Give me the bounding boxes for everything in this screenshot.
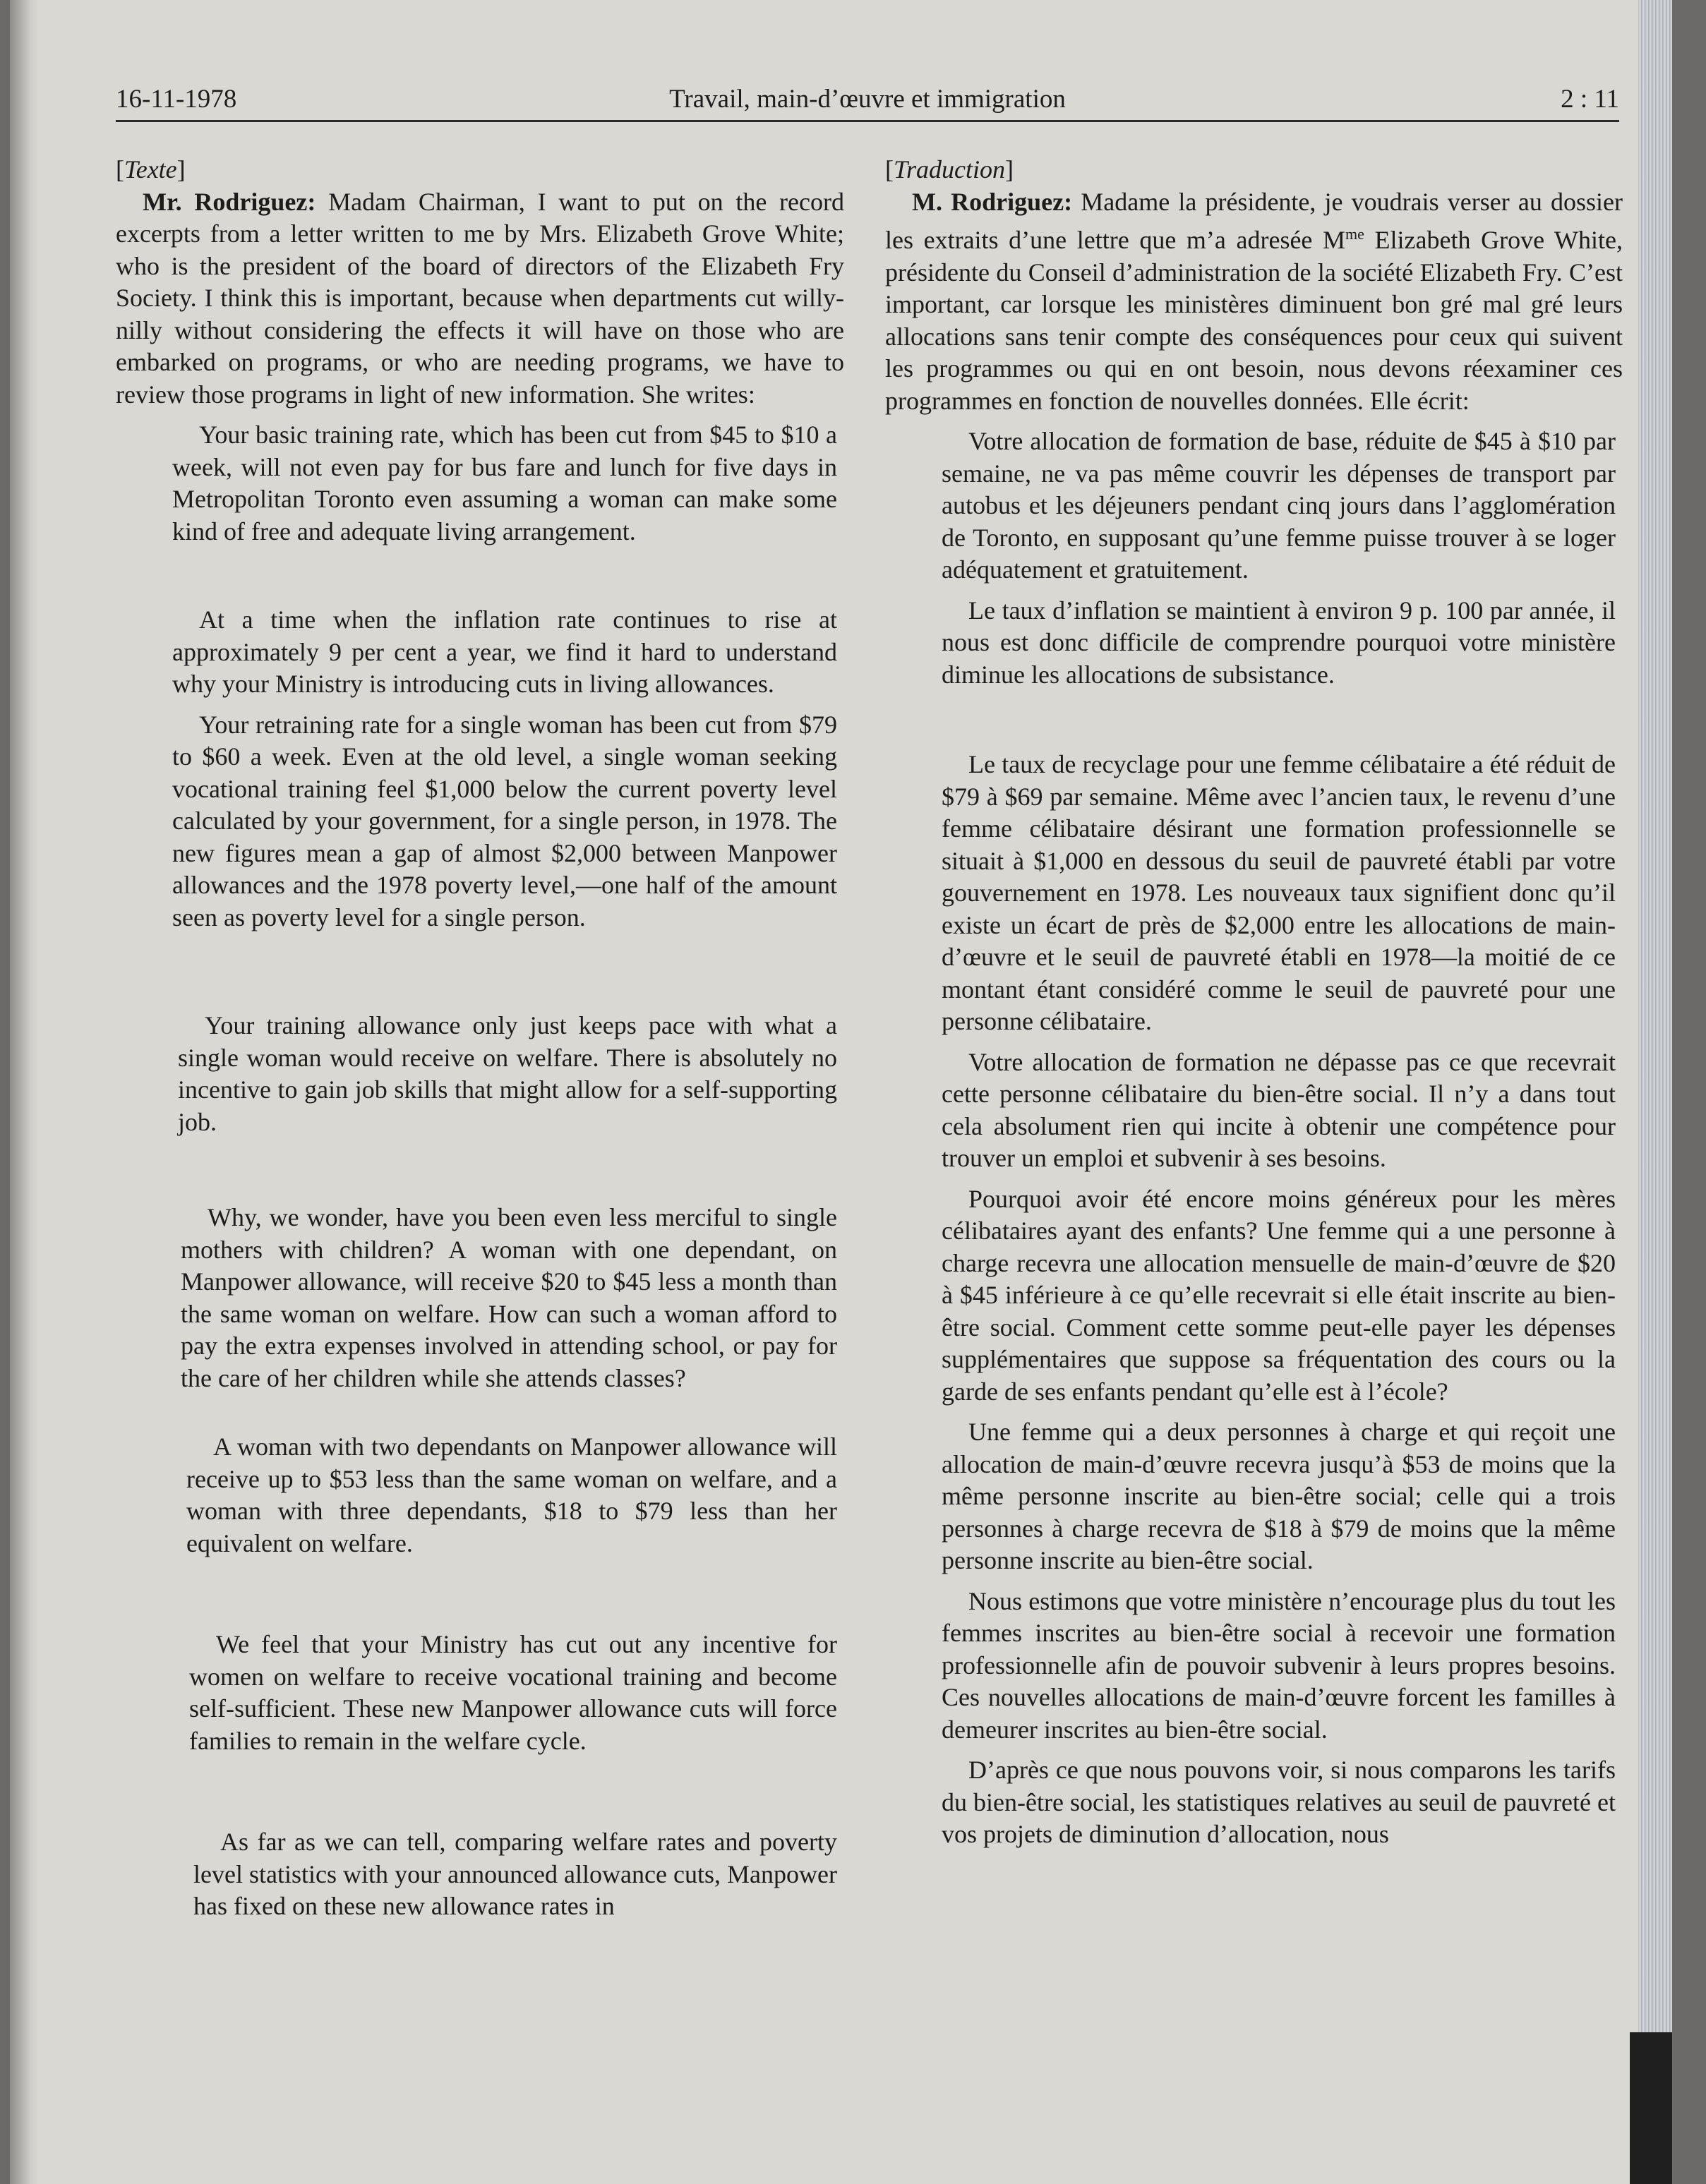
quote-paragraph: Your basic training rate, which has been cut from $45 to $10 a week, will not even pay for bus fare and lunch for five days in Metropolitan Toronto even assuming a woman can make some kind of free and adequate living arrangement. xyxy=(172,421,837,545)
binding-gutter xyxy=(10,0,40,2184)
intro-text: Madame la présidente, je voudrais verser au dossier les extraits d’une lettre que m’a adresée M xyxy=(885,187,1623,254)
quote-paragraph: Votre allocation de formation de base, réduite de $45 à $10 par semaine, ne va pas même couvrir les dépenses de transport par autobus et les déjeuners pendant cinq jours dans l’agglomération de Toronto, en supposant qu’une femme puisse trouver à se loger adéquatement et gratuitement. xyxy=(942,427,1616,584)
quote-paragraph: Votre allocation de formation ne dépasse pas ce que recevrait cette personne célibataire du bien-être social. Il n’y a dans tout cela absolument rien qui incite à obtenir une compétence pour trouver un emploi et subvenir à ses besoins. xyxy=(942,1047,1616,1172)
book-binding xyxy=(1630,2032,1672,2184)
speaker-name: Mr. Rodriguez: xyxy=(143,187,316,216)
page-edges xyxy=(1638,0,1672,2184)
quote-paragraph: Pourquoi avoir été encore moins généreux pour les mères célibataires ayant des enfants? Une femme qui a une personne à charge recevra une allocation mensuelle de main-d’œuvre de $20 à $45 inférieure à ce qu’elle recevrait si elle était inscrite au bien-être social. Comment cette somme peut-elle payer les dépenses supplémentaires que suppose sa fréquentation des cours ou la garde de ses enfants pendant qu’elle est à l’école? xyxy=(942,1184,1616,1406)
header-title: Travail, main-d’œuvre et immigration xyxy=(669,85,1066,114)
speaker-paragraph xyxy=(885,186,1623,418)
quote-paragraph: Your retraining rate for a single woman has been cut from $79 to $60 a week. Even at the old level, a single woman seeking vocational training feel $1,000 below the current poverty level calculated by your government, for a single person, in 1978. The new figures mean a gap of almost $2,000 between Manpower allowances and the 1978 poverty level,—one half of the amount seen as poverty level for a single person. xyxy=(172,710,837,931)
quote-paragraph: At a time when the inflation rate continues to rise at approximately 9 per cent a year, we find it hard to understand why your Ministry is introducing cuts in living allowances. xyxy=(172,605,837,698)
quote-paragraph: Nous estimons que votre ministère n’encourage plus du tout les femmes inscrites au bien-être social à recevoir une formation professionnelle afin de pouvoir subvenir à leurs propres besoins. Ces nouvelles allocations de main-d’œuvre forcent les familles à demeurer inscrites au bien-être social. xyxy=(942,1586,1616,1744)
speaker-paragraph xyxy=(116,186,844,411)
section-tag: [Texte] xyxy=(116,155,186,183)
intro-text: Madam Chairman, I want to put on the record excerpts from a letter written to me by Mrs. Elizabeth Grove White; who is the president of the board of directors of the Elizabeth Fry Society. I think this is important, because when departments cut willy-nilly without considering the effects it will have on those who are embarked on programs, or who are needing programs, we have to review those programs in light of new information. She writes: xyxy=(116,187,844,409)
quote-paragraph: Le taux d’inflation se maintient à environ 9 p. 100 par année, il nous est donc difficile de comprendre pourquoi votre ministère diminue les allocations de subsistance. xyxy=(942,596,1616,689)
speaker-name: M. Rodriguez: xyxy=(912,187,1073,216)
section-tag: [Traduction] xyxy=(885,155,1014,183)
running-header xyxy=(116,71,1619,122)
superscript: me xyxy=(1345,225,1364,243)
quote-paragraph: Your training allowance only just keeps pace with what a single woman would receive on welfare. There is absolutely no incentive to gain job skills that might allow for a self-supporting job. xyxy=(178,1011,837,1136)
quote-paragraph: Why, we wonder, have you been even less merciful to single mothers with children? A woman with one dependant, on Manpower allowance, will receive $20 to $45 less a month than the same woman on welfare. How can such a woman afford to pay the extra expenses involved in attending school, or pay for the care of her children while she attends classes? xyxy=(181,1203,837,1392)
english-column xyxy=(116,154,844,1923)
quote-paragraph: We feel that your Ministry has cut out any incentive for women on welfare to receive vocational training and become self-sufficient. These new Manpower allowance cuts will force families to remain in the welfare cycle. xyxy=(189,1630,837,1755)
header-page-number: 2 : 11 xyxy=(1561,85,1619,114)
quote-paragraph: A woman with two dependants on Manpower allowance will receive up to $53 less than the same woman on welfare, and a woman with three dependants, $18 to $79 less than her equivalent on welfare. xyxy=(186,1432,837,1557)
quote-paragraph: As far as we can tell, comparing welfare rates and poverty level statistics with your announced allowance cuts, Manpower has fixed on these new allowance rates in xyxy=(193,1828,837,1920)
quote-paragraph: Le taux de recyclage pour une femme célibataire a été réduit de $79 à $69 par semaine. Même avec l’ancien taux, le revenu d’une femme célibataire désirant une formation professionnelle se situait à $1,000 en dessous du seuil de pauvreté établi par votre gouvernement en 1978. Les nouveaux taux signifient donc qu’il existe un écart de près de $2,000 entre les allocations de main-d’œuvre et le seuil de pauvreté établi en 1978—la moitié de ce montant étant considéré comme le seuil de pauvreté pour une personne célibataire. xyxy=(942,750,1616,1035)
header-date: 16-11-1978 xyxy=(116,85,237,114)
french-column xyxy=(885,154,1623,1851)
intro-text-cont: Elizabeth Grove White, présidente du Conseil d’administration de la société Elizabeth Fry. C’est important, car lorsque les ministères diminuent bon gré mal gré leurs allocations sans tenir compte des conséquences pour ceux qui suivent les programmes ou qui en ont besoin, nous devons réexaminer ces programmes en fonction de nouvelles données. Elle écrit: xyxy=(885,226,1623,415)
document-page xyxy=(10,0,1672,2184)
quote-paragraph: D’après ce que nous pouvons voir, si nous comparons les tarifs du bien-être social, les statistiques relatives au seuil de pauvreté et vos projets de diminution d’allocation, nous xyxy=(942,1756,1616,1848)
quote-paragraph: Une femme qui a deux personnes à charge et qui reçoit une allocation de main-d’œuvre recevra jusqu’à $53 de moins que la même personne inscrite au bien-être social; celle qui a trois personnes à charge recevra de $18 à $79 de moins que la même personne inscrite au bien-être social. xyxy=(942,1418,1616,1574)
